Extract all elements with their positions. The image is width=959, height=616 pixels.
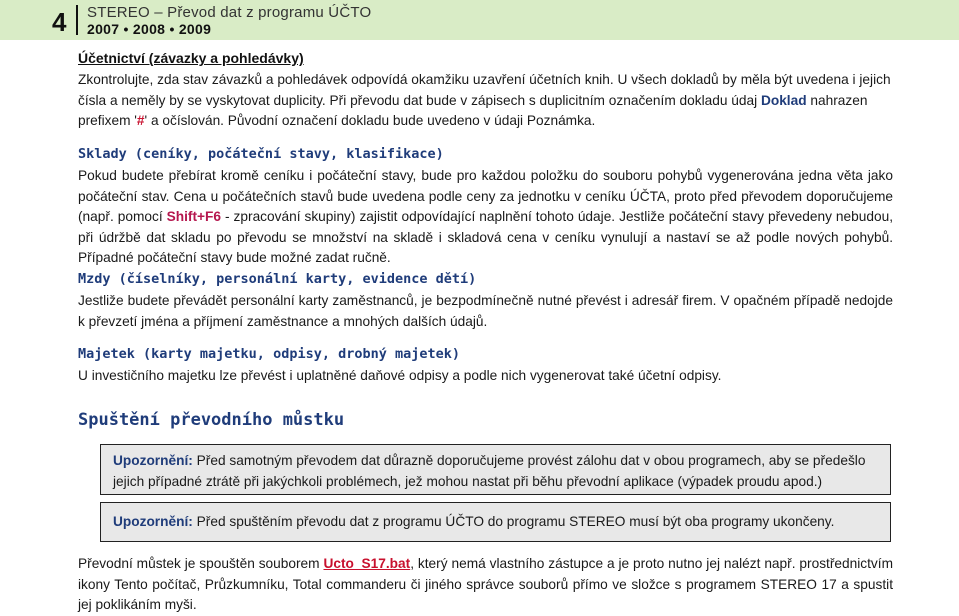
header-divider (76, 5, 78, 35)
section-mzdy (78, 271, 893, 332)
file-link-ucto-s17[interactable]: Ucto_S17.bat (323, 556, 411, 571)
header-years: 2007 • 2008 • 2009 (87, 21, 212, 37)
paragraph-sklady (78, 166, 893, 269)
section-title-majetek: Majetek (karty majetku, odpisy, drobný majetek) (78, 346, 461, 362)
text: nahrazen prefixem ' (78, 92, 868, 128)
text: - zpracování skupiny) zajistit odpovídající naplnění tohoto údaje. Jestliže počáteční stavy převedeny nebudou, při údržbě dat skladu po převodu se množství na skladě i skladová cena v ceníku vynulují a nastaví se až podle nových pohybů. Případné počáteční stavy bude možné zadat ručně. (78, 209, 893, 265)
text: Pokud budete přebírat kromě ceníku i počáteční stavy, bude pro každou položku do souboru pohybů vygenerována jedna věta jako počáteční stav. Cena u počátečních stavů bude uvedena podle ceny za jednotku v ceníku ÚČTA, proto před převodem doporučujeme (např. pomocí (78, 168, 893, 224)
warning-box-close-programs (100, 502, 891, 542)
section-title-spusteni: Spuštění převodního můstku (78, 410, 345, 430)
warning-label: Upozornění: (113, 453, 193, 468)
text: Zkontrolujte, zda stav závazků a pohledávek odpovídá okamžiku uzavření účetních knih. U všech dokladů by měla být uvedena i jejich čísla a neměly by se vyskytovat duplicity. Při převodu dat bude v zápisech s duplicitním označením dokladu údaj (78, 72, 891, 108)
section-title-mzdy: Mzdy (číselníky, personální karty, evidence dětí) (78, 271, 477, 287)
text: Převodní můstek je spouštěn souborem (78, 556, 324, 571)
text: ' a očíslován. Původní označení dokladu bude uvedeno v údaji Poznámka. (144, 113, 596, 128)
warning-box-backup (100, 444, 891, 495)
prefix-hash: # (136, 113, 145, 128)
page-header (0, 0, 959, 40)
section-title-ucetnictvi: Účetnictví (závazky a pohledávky) (78, 50, 304, 66)
paragraph-ucetnictvi (78, 70, 893, 132)
field-doklad: Doklad (760, 92, 807, 108)
section-sklady (78, 146, 893, 269)
paragraph-majetek: U investičního majetku lze převést i uplatněné daňové odpisy a podle nich vygenerovat také účetní odpisy. (78, 368, 722, 383)
warning-text: Před samotným převodem dat důrazně doporučujeme provést zálohu dat v obou programech, aby se předešlo jejich případné ztrátě při jakýchkoli problémech, jež mohou nastat při běhu převodní aplikace (výpadek proudu apod.) (113, 453, 866, 489)
text: , který nemá vlastního zástupce a je proto nutno jej nalézt např. prostřednictvím ikony Tento počítač, Průzkumníku, Total commanderu či jiného správce souborů přímo ve složce s programem STEREO 17 a spustit jej poklikáním myši. (78, 556, 893, 612)
section-final (78, 554, 893, 616)
section-spusteni (78, 410, 893, 430)
page-number: 4 (52, 7, 67, 37)
section-majetek (78, 346, 893, 387)
header-title: STEREO – Převod dat z programu ÚČTO (87, 4, 372, 21)
paragraph-final (78, 554, 893, 616)
warning-text: Před spuštěním převodu dat z programu ÚČTO do programu STEREO musí být oba programy ukončeny. (192, 514, 835, 529)
shortcut-shift-f6: Shift+F6 (166, 209, 222, 224)
warning-label: Upozornění: (113, 514, 193, 529)
section-ucetnictvi (78, 50, 893, 132)
paragraph-mzdy: Jestliže budete převádět personální karty zaměstnanců, je bezpodmínečně nutné převést i adresář firem. V opačném případě nedojde k převzetí jména a příjmení zaměstnance a mnohých dalších údajů. (78, 293, 893, 329)
section-title-sklady: Sklady (ceníky, počáteční stavy, klasifikace) (78, 146, 444, 162)
